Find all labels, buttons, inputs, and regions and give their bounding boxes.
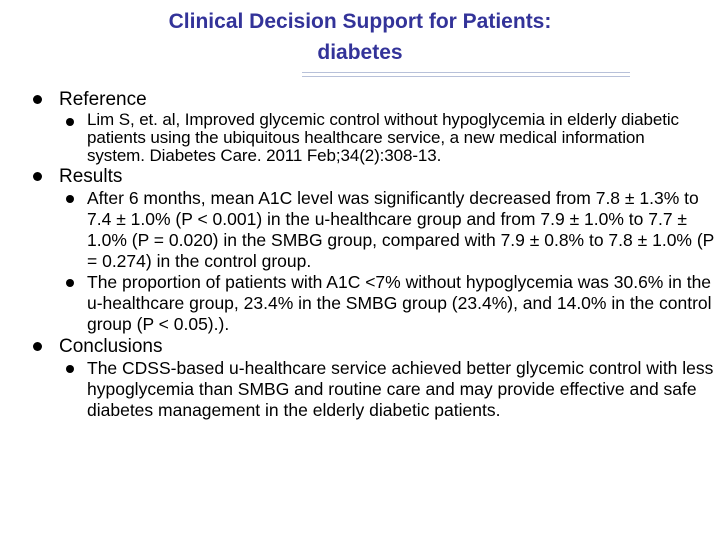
result-text: After 6 months, mean A1C level was significantly decreased from 7.8 ± 1.3% to 7.4 ± 1.0% (P < 0.001) in the u-healthcare group and from 7.9 ± 1.0% to 7.7 ± 1.0% (P = 0.020) in the SMBG group, compared with 7.9 ± 0.8% to 7.8 ± 1.0% (P = 0.274) in the control group. <box>87 188 715 271</box>
slide-body <box>0 88 720 421</box>
section-heading: Reference <box>59 89 147 110</box>
result-text: The proportion of patients with A1C <7% without hypoglycemia was 30.6% in the u-healthcare group, 23.4% in the SMBG group (23.4%), and 14.0% in the control group (P < 0.05).). <box>87 272 712 334</box>
reference-citation <box>87 111 715 165</box>
conclusion-text: The CDSS-based u-healthcare service achieved better glycemic control with less hypoglycemia than SMBG and routine care and may provide effective and safe diabetes management in the elderly diabetic patients. <box>87 358 714 420</box>
slide-title <box>0 6 720 68</box>
bullet-icon <box>33 342 42 351</box>
bullet-icon <box>33 95 42 104</box>
bullet-icon <box>66 279 74 287</box>
section-conclusions <box>0 335 720 421</box>
conclusion-item <box>87 358 715 421</box>
title-divider <box>302 72 630 77</box>
section-results <box>0 165 720 335</box>
bullet-icon <box>66 195 74 203</box>
result-item <box>87 272 715 335</box>
slide-title-line-1: Clinical Decision Support for Patients: <box>168 10 552 33</box>
citation-text: Lim S, et. al, Improved glycemic control without hypoglycemia in elderly diabetic patients using the ubiquitous healthcare service, a new medical information system. Diabetes Care. 2011 Feb;34(2):308-13. <box>87 110 679 165</box>
section-heading: Results <box>59 166 123 187</box>
bullet-icon <box>66 118 74 126</box>
section-heading: Conclusions <box>59 336 163 357</box>
bullet-icon <box>66 365 74 373</box>
bullet-icon <box>33 172 42 181</box>
slide-title-line-2: diabetes <box>317 41 403 64</box>
section-reference <box>0 88 720 165</box>
result-item <box>87 188 715 272</box>
